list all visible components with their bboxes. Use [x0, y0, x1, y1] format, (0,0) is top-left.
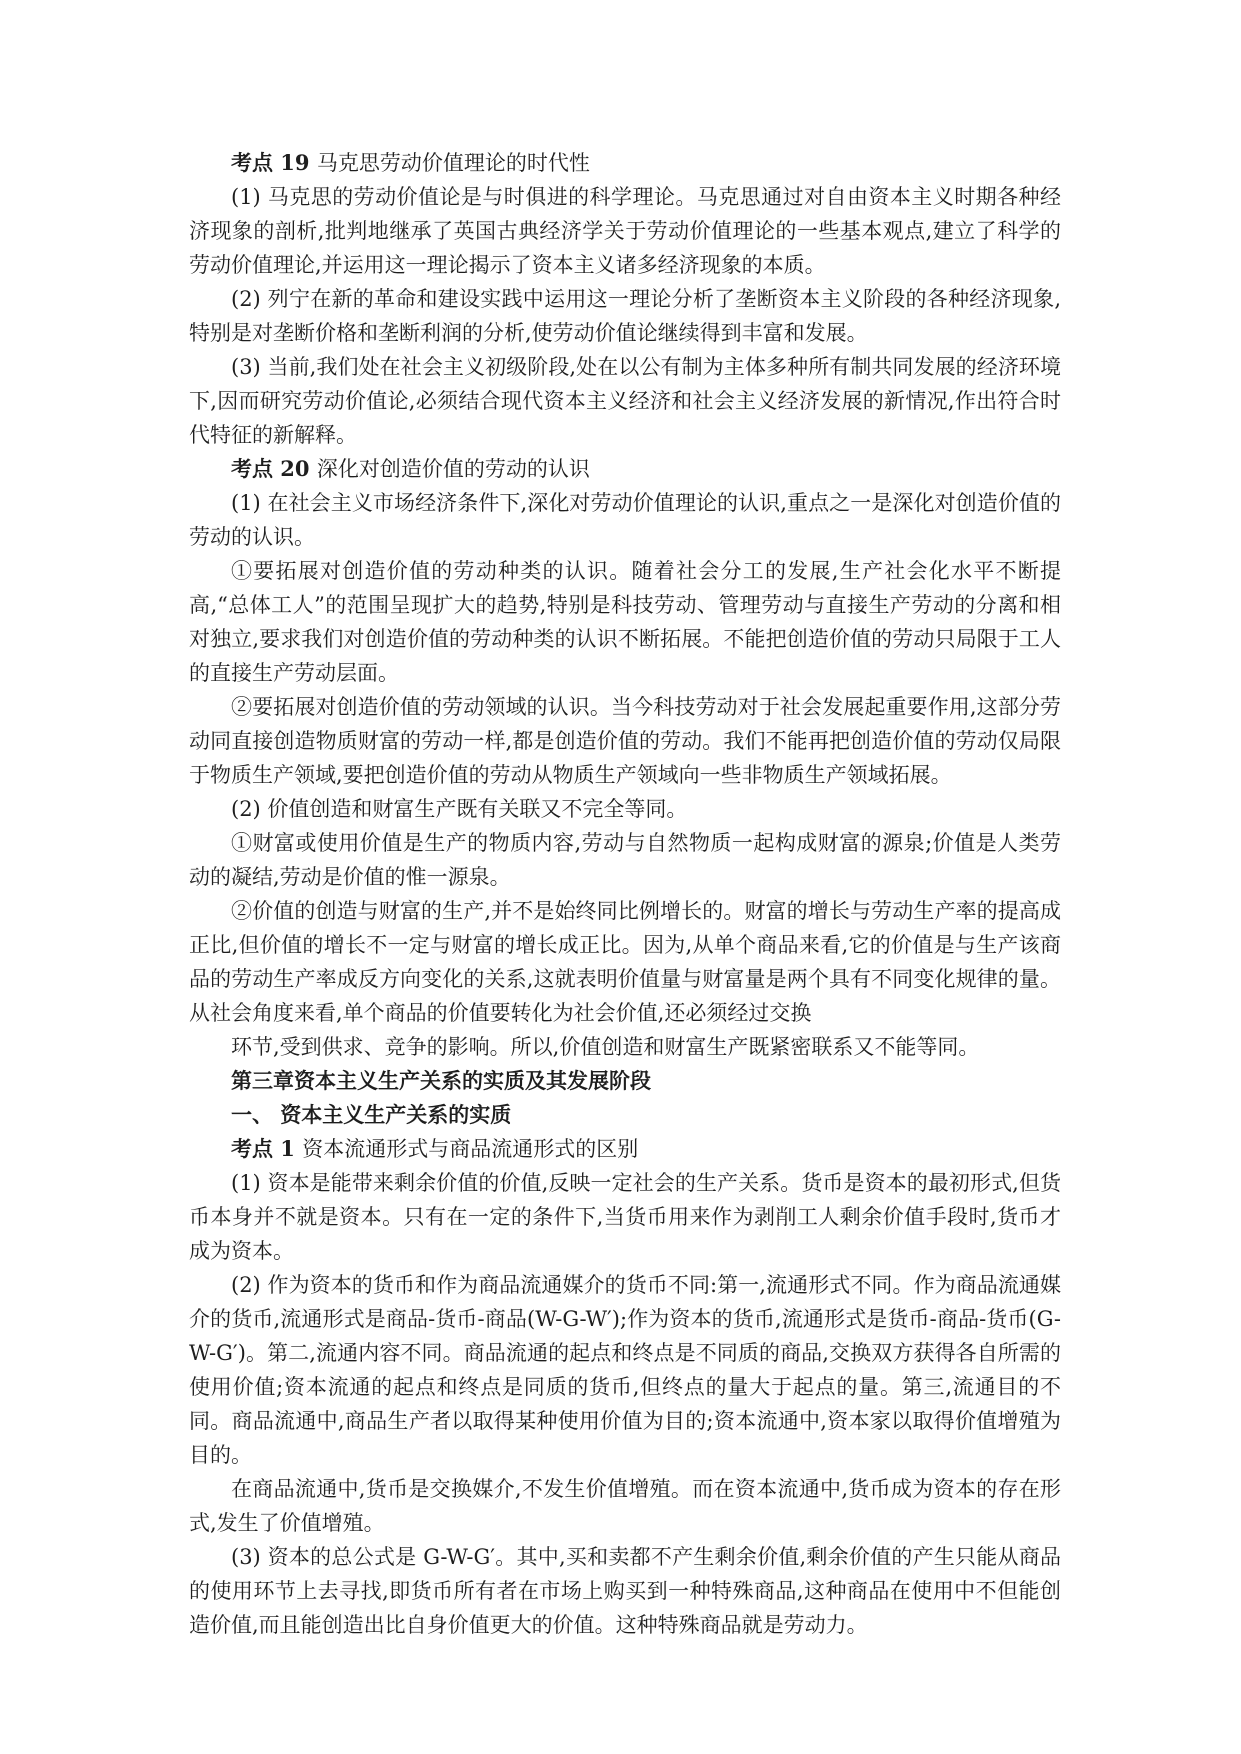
section-heading-1 — [189, 1132, 1061, 1166]
subchapter-title: 一、 资本主义生产关系的实质 — [231, 1102, 512, 1127]
paragraph: ②价值的创造与财富的生产,并不是始终同比例增长的。财富的增长与劳动生产率的提高成正比,但价值的增长不一定与财富的增长成正比。因为,从单个商品来看,它的价值是与生产该商品的劳动生产率成反方向变化的关系,这就表明价值量与财富量是两个具有不同变化规律的量。从社会角度来看,单个商品的价值要转化为社会价值,还必须经过交换 — [189, 899, 1061, 1025]
section-heading-20 — [189, 452, 1061, 486]
paragraph: (3) 当前,我们处在社会主义初级阶段,处在以公有制为主体多种所有制共同发展的经济环境下,因而研究劳动价值论,必须结合现代资本主义经济和社会主义经济发展的新情况,作出符合时代特征的新解释。 — [189, 355, 1061, 447]
paragraph: (1) 资本是能带来剩余价值的价值,反映一定社会的生产关系。货币是资本的最初形式,但货币本身并不就是资本。只有在一定的条件下,当货币用来作为剥削工人剩余价值手段时,货币才成为资本。 — [189, 1171, 1061, 1263]
section-label: 考点 19 — [231, 150, 310, 175]
paragraph: ①要拓展对创造价值的劳动种类的认识。随着社会分工的发展,生产社会化水平不断提高,“总体工人”的范围呈现扩大的趋势,特别是科技劳动、管理劳动与直接生产劳动的分离和相对独立,要求我们对创造价值的劳动种类的认识不断拓展。不能把创造价值的劳动只局限于工人的直接生产劳动层面。 — [189, 559, 1061, 685]
section-label: 考点 1 — [231, 1136, 295, 1161]
paragraph: (2) 作为资本的货币和作为商品流通媒介的货币不同:第一,流通形式不同。作为商品流通媒介的货币,流通形式是商品-货币-商品(W-G-W′);作为资本的货币,流通形式是货币-商品-货币(G-W-G′)。第二,流通内容不同。商品流通的起点和终点是不同质的商品,交换双方获得各自所需的使用价值;资本流通的起点和终点是同质的货币,但终点的量大于起点的量。第三,流通目的不同。商品流通中,商品生产者以取得某种使用价值为目的;资本流通中,资本家以取得价值增殖为目的。 — [189, 1273, 1061, 1467]
section-title: 马克思劳动价值理论的时代性 — [316, 151, 590, 175]
section-heading-19 — [189, 146, 1061, 180]
section-title: 深化对创造价值的劳动的认识 — [316, 457, 590, 481]
section-title: 资本流通形式与商品流通形式的区别 — [302, 1137, 639, 1161]
chapter-title: 第三章资本主义生产关系的实质及其发展阶段 — [231, 1068, 651, 1093]
paragraph: (2) 价值创造和财富生产既有关联又不完全等同。 — [231, 797, 688, 821]
paragraph: (1) 在社会主义市场经济条件下,深化对劳动价值理论的认识,重点之一是深化对创造价值的劳动的认识。 — [189, 491, 1061, 549]
paragraph: 环节,受到供求、竞争的影响。所以,价值创造和财富生产既紧密联系又不能等同。 — [231, 1035, 980, 1059]
paragraph: (3) 资本的总公式是 G-W-G′。其中,买和卖都不产生剩余价值,剩余价值的产生只能从商品的使用环节上去寻找,即货币所有者在市场上购买到一种特殊商品,这种商品在使用中不但能创造价值,而且能创造出比自身价值更大的价值。这种特殊商品就是劳动力。 — [189, 1545, 1061, 1637]
paragraph: (2) 列宁在新的革命和建设实践中运用这一理论分析了垄断资本主义阶段的各种经济现象,特别是对垄断价格和垄断利润的分析,使劳动价值论继续得到丰富和发展。 — [189, 287, 1062, 345]
paragraph: (1) 马克思的劳动价值论是与时俱进的科学理论。马克思通过对自由资本主义时期各种经济现象的剖析,批判地继承了英国古典经济学关于劳动价值理论的一些基本观点,建立了科学的劳动价值理论,并运用这一理论揭示了资本主义诸多经济现象的本质。 — [189, 185, 1061, 277]
document-page — [189, 146, 1061, 1642]
paragraph: ①财富或使用价值是生产的物质内容,劳动与自然物质一起构成财富的源泉;价值是人类劳动的凝结,劳动是价值的惟一源泉。 — [189, 831, 1061, 889]
section-label: 考点 20 — [231, 456, 310, 481]
paragraph: 在商品流通中,货币是交换媒介,不发生价值增殖。而在资本流通中,货币成为资本的存在形式,发生了价值增殖。 — [189, 1477, 1061, 1535]
paragraph: ②要拓展对创造价值的劳动领域的认识。当今科技劳动对于社会发展起重要作用,这部分劳动同直接创造物质财富的劳动一样,都是创造价值的劳动。我们不能再把创造价值的劳动仅局限于物质生产领域,要把创造价值的劳动从物质生产领域向一些非物质生产领域拓展。 — [189, 695, 1061, 787]
